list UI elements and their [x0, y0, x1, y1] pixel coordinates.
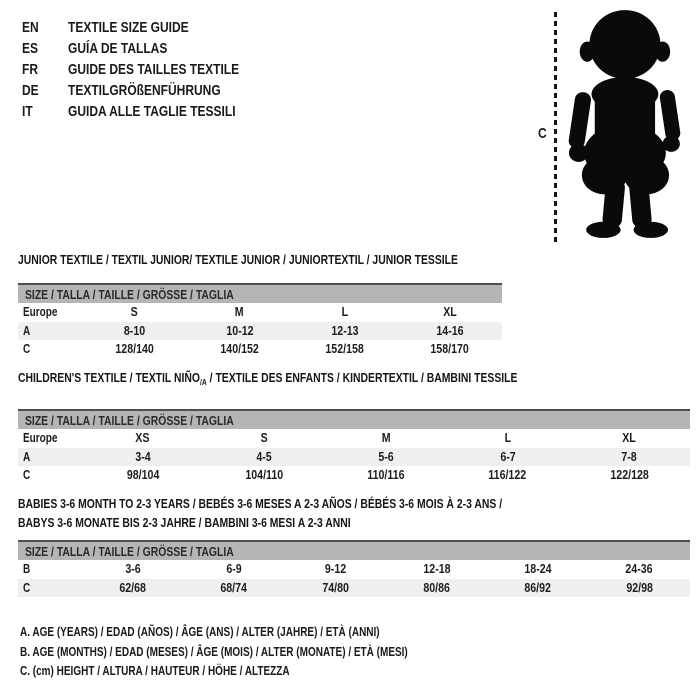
cell-value: 152/158 — [325, 342, 364, 357]
cell-value: 92/98 — [626, 580, 653, 595]
table-header-band — [18, 540, 690, 560]
cell-value: 6-7 — [499, 449, 516, 464]
table-cell — [447, 450, 569, 464]
cell-value: 140/152 — [220, 342, 259, 357]
row-label-text: A — [23, 323, 31, 338]
table-header-band-label: SIZE / TALLA / TAILLE / GRÖSSE / TAGLIA — [25, 543, 234, 559]
table-title-line — [18, 250, 458, 269]
table-row — [18, 322, 502, 341]
cell-value: 62/68 — [119, 580, 146, 595]
cell-value: 12-13 — [330, 323, 359, 338]
cell-value: 86/92 — [524, 580, 552, 595]
babies-table-title — [18, 494, 690, 532]
cell-value: 3-4 — [135, 449, 151, 464]
language-code: DE — [22, 82, 39, 99]
row-label — [18, 450, 82, 464]
footnote-line: A. AGE (YEARS) / EDAD (AÑOS) / ÂGE (ANS) / ALTER (JAHRE) / ETÀ (ANNI) — [20, 625, 380, 639]
cell-value: 122/128 — [609, 468, 649, 483]
table-cell — [285, 562, 386, 576]
table-cell — [568, 468, 690, 482]
table-cell — [82, 450, 204, 464]
cell-value: L — [341, 305, 348, 320]
language-label: TEXTILE SIZE GUIDE — [68, 19, 189, 36]
table-title-segment: BABYS 3-6 MONATE BIS 2-3 JAHRE / BAMBINI 3-6 MESI A 2-3 ANNI — [18, 515, 351, 530]
toddler-silhouette-icon — [556, 5, 696, 243]
junior-size-table — [18, 250, 502, 359]
table-title-segment: CHILDREN'S TEXTILE / TEXTIL NIÑO — [18, 370, 200, 385]
cell-value: 12-18 — [423, 562, 451, 577]
table-cell — [183, 562, 284, 576]
language-label: GUÍA DE TALLAS — [68, 40, 168, 57]
table-cell — [285, 581, 386, 595]
row-label — [18, 562, 82, 576]
table-cell — [82, 305, 187, 319]
table-cell — [325, 431, 447, 445]
table-title-line — [18, 513, 351, 532]
language-code: EN — [22, 19, 39, 36]
table-cell — [397, 305, 502, 319]
cell-value: S — [130, 305, 139, 320]
table-row — [18, 466, 690, 485]
language-code: FR — [22, 61, 38, 78]
table-cell — [187, 305, 292, 319]
cell-value: 98/104 — [126, 468, 160, 483]
cell-value: XL — [622, 431, 636, 446]
table-title-line — [18, 368, 517, 392]
table-cell — [292, 305, 397, 319]
cell-value: 110/116 — [367, 468, 405, 483]
table-cell — [568, 450, 690, 464]
table-cell — [292, 342, 397, 356]
table-header-band-label: SIZE / TALLA / TAILLE / GRÖSSE / TAGLIA — [25, 412, 234, 428]
cell-value: 158/170 — [430, 342, 469, 357]
table-cell — [82, 342, 187, 356]
row-label — [18, 305, 82, 319]
language-label: TEXTILGRÖßENFÜHRUNG — [68, 82, 221, 99]
table-row — [18, 429, 690, 448]
table-cell — [386, 562, 487, 576]
table-cell — [568, 431, 690, 445]
table-cell — [204, 468, 326, 482]
row-label-text: C — [23, 580, 31, 595]
table-cell — [82, 562, 183, 576]
cell-value: XS — [135, 431, 150, 446]
footnote-line: C. (cm) HEIGHT / ALTURA / HAUTEUR / HÖHE / ALTEZZA — [20, 664, 290, 678]
cell-value: XL — [442, 305, 457, 320]
table-cell — [487, 581, 588, 595]
table-cell — [487, 562, 588, 576]
table-cell — [187, 324, 292, 338]
junior-table-title — [18, 250, 502, 269]
cell-value: 68/74 — [220, 580, 248, 595]
table-title-segment: /A — [199, 377, 207, 387]
cell-value: 10-12 — [225, 323, 254, 338]
cell-value: 6-9 — [226, 562, 242, 577]
table-cell — [204, 450, 326, 464]
cell-value: 18-24 — [524, 562, 552, 577]
table-header-band — [18, 409, 690, 429]
cell-value: 7-8 — [621, 449, 637, 464]
table-cell — [292, 324, 397, 338]
cell-value: 74/80 — [322, 580, 349, 595]
table-row — [18, 579, 690, 598]
cell-value: 8-10 — [123, 323, 146, 338]
table-row — [18, 340, 502, 359]
cell-value: 24-36 — [625, 562, 653, 577]
table-title-line — [18, 494, 502, 513]
cell-value: M — [381, 431, 391, 446]
cell-value: 116/122 — [488, 468, 527, 483]
table-cell — [589, 562, 690, 576]
row-label-text: C — [23, 468, 31, 483]
table-cell — [183, 581, 284, 595]
cell-value: 128/140 — [115, 342, 154, 357]
cell-value: L — [504, 431, 511, 446]
cell-value: 5-6 — [378, 449, 394, 464]
table-cell — [82, 581, 183, 595]
language-code: ES — [22, 40, 39, 57]
row-label-text: Europe — [23, 305, 58, 320]
cell-value: 9-12 — [324, 562, 346, 577]
row-label — [18, 581, 82, 595]
babies-size-table — [18, 494, 690, 597]
language-label: GUIDE DES TAILLES TEXTILE — [68, 61, 240, 78]
table-cell — [397, 342, 502, 356]
table-cell — [82, 468, 204, 482]
cell-value: 14-16 — [435, 323, 464, 338]
row-label-text: A — [23, 449, 31, 464]
table-cell — [82, 324, 187, 338]
language-label: GUIDA ALLE TAGLIE TESSILI — [68, 103, 236, 120]
row-label — [18, 431, 82, 445]
table-header-band-label: SIZE / TALLA / TAILLE / GRÖSSE / TAGLIA — [25, 286, 234, 302]
cell-value: M — [235, 305, 244, 320]
table-cell — [325, 468, 447, 482]
table-cell — [447, 468, 569, 482]
table-cell — [187, 342, 292, 356]
footnote-legend — [20, 623, 700, 682]
table-row — [18, 560, 690, 579]
table-cell — [447, 431, 569, 445]
cell-value: S — [260, 431, 268, 446]
table-row — [18, 448, 690, 467]
table-cell — [397, 324, 502, 338]
row-label-text: C — [23, 342, 31, 357]
table-title-segment: JUNIOR TEXTILE / TEXTIL JUNIOR/ TEXTILE JUNIOR / JUNIORTEXTIL / JUNIOR TESSILE — [18, 252, 458, 267]
children-size-table — [18, 368, 690, 485]
table-cell — [589, 581, 690, 595]
children-table-title — [18, 368, 690, 392]
footnote-line: B. AGE (MONTHS) / EDAD (MESES) / ÂGE (MOIS) / ALTER (MONATE) / ETÀ (MESI) — [20, 644, 408, 659]
cell-value: 3-6 — [124, 562, 141, 577]
table-title-segment: / TEXTILE DES ENFANTS / KINDERTEXTIL / BAMBINI TESSILE — [206, 370, 518, 385]
table-row — [18, 303, 502, 322]
cell-value: 104/110 — [245, 468, 284, 483]
table-cell — [82, 431, 204, 445]
row-label — [18, 342, 82, 356]
table-header-band — [18, 283, 502, 303]
table-cell — [204, 431, 326, 445]
cell-value: 80/86 — [423, 580, 450, 595]
cell-value: 4-5 — [256, 449, 273, 464]
row-label-text: B — [23, 562, 31, 577]
row-label — [18, 468, 82, 482]
row-label-text: Europe — [23, 431, 58, 446]
row-label — [18, 324, 82, 338]
height-measure-label: C — [538, 125, 547, 142]
table-title-segment: BABIES 3-6 MONTH TO 2-3 YEARS / BEBÉS 3-6 MESES A 2-3 AÑOS / BÉBÉS 3-6 MOIS À 2-3 ANS / — [18, 496, 503, 511]
language-code: IT — [22, 103, 33, 120]
table-cell — [325, 450, 447, 464]
table-cell — [386, 581, 487, 595]
